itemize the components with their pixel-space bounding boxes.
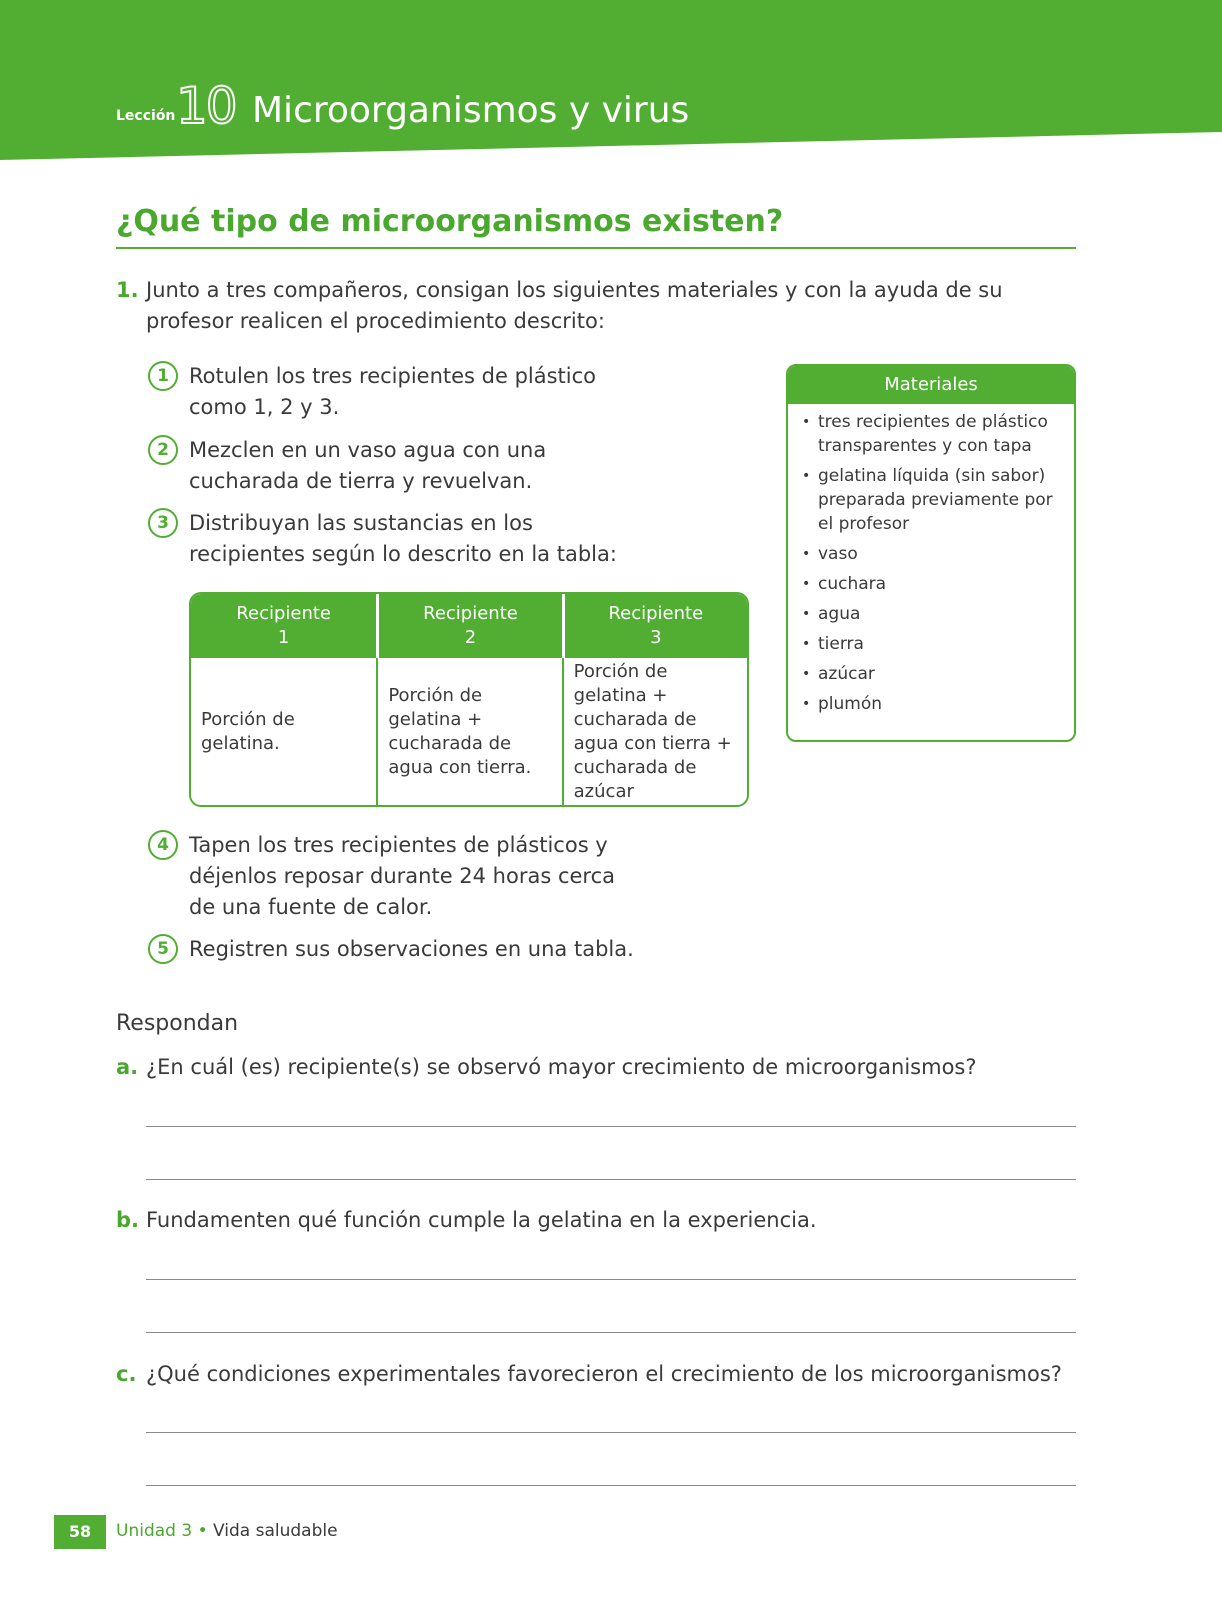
answer-label-a: a. xyxy=(116,1055,139,1079)
table-cell-1: Porción de gelatina. xyxy=(201,708,295,754)
step-text-2: Mezclen en un vaso agua con una cucharada de tierra y revuelvan. xyxy=(189,438,547,493)
table-header-2: Recipiente 2 xyxy=(376,594,561,658)
table-header-3: Recipiente 3 xyxy=(562,594,747,658)
materials-box xyxy=(786,364,1076,742)
step-number-2: 2 xyxy=(148,435,178,465)
respond-heading: Respondan xyxy=(116,1011,239,1036)
answer-label-b: b. xyxy=(116,1208,140,1232)
materials-item: • tres recipientes de plástico transparentes y con tapa xyxy=(802,410,1066,458)
materials-title: Materiales xyxy=(788,366,1074,404)
answer-line[interactable] xyxy=(146,1332,1076,1333)
step-text-4: Tapen los tres recipientes de plásticos y déjenlos reposar durante 24 horas cerca de una fuente de calor. xyxy=(189,833,616,919)
step-text-5: Registren sus observaciones en una tabla. xyxy=(189,937,634,961)
step-number-1: 1 xyxy=(148,361,178,391)
footer-separator: • xyxy=(192,1521,214,1541)
question-text: Junto a tres compañeros, consigan los siguientes materiales y con la ayuda de su profesor realicen el procedimiento descrito: xyxy=(146,278,1003,333)
materials-item: • cuchara xyxy=(802,572,1066,596)
footer-unit-label: Unidad 3 xyxy=(116,1521,193,1541)
section-title: ¿Qué tipo de microorganismos existen? xyxy=(116,204,784,239)
answer-question-b: Fundamenten qué función cumple la gelatina en la experiencia. xyxy=(146,1208,817,1232)
answer-line[interactable] xyxy=(146,1126,1076,1127)
table-cell-3: Porción de gelatina + cucharada de agua con tierra + cucharada de azúcar xyxy=(562,658,747,805)
materials-item: • gelatina líquida (sin sabor) preparada previamente por el profesor xyxy=(802,464,1066,536)
answer-label-c: c. xyxy=(116,1362,137,1386)
answer-line[interactable] xyxy=(146,1279,1076,1280)
step-text-3: Distribuyan las sustancias en los recipientes según lo descrito en la tabla: xyxy=(189,511,617,566)
materials-item: • vaso xyxy=(802,542,1066,566)
lesson-number: 10 xyxy=(176,77,236,135)
table-header-1: Recipiente 1 xyxy=(191,594,376,658)
answer-line[interactable] xyxy=(146,1179,1076,1180)
step-number-5: 5 xyxy=(148,934,178,964)
step-text-1: Rotulen los tres recipientes de plástico como 1, 2 y 3. xyxy=(189,364,597,419)
answer-question-c: ¿Qué condiciones experimentales favorecieron el crecimiento de los microorganismos? xyxy=(146,1362,1062,1386)
lesson-label: Lección xyxy=(116,108,176,124)
recipient-table xyxy=(189,592,749,807)
materials-item: • plumón xyxy=(802,692,1066,716)
page-number: 58 xyxy=(54,1515,106,1549)
answer-line[interactable] xyxy=(146,1485,1076,1486)
materials-item: • azúcar xyxy=(802,662,1066,686)
materials-item: • agua xyxy=(802,602,1066,626)
materials-item: • tierra xyxy=(802,632,1066,656)
answer-question-a: ¿En cuál (es) recipiente(s) se observó mayor crecimiento de microorganismos? xyxy=(146,1055,977,1079)
question-number: 1. xyxy=(116,278,139,302)
lesson-title: Microorganismos y virus xyxy=(252,90,690,131)
step-number-3: 3 xyxy=(148,508,178,538)
footer-unit xyxy=(116,1521,338,1541)
step-number-4: 4 xyxy=(148,830,178,860)
materials-list xyxy=(788,404,1074,716)
footer-unit-name: Vida saludable xyxy=(213,1521,338,1541)
section-divider xyxy=(116,247,1076,249)
answer-line[interactable] xyxy=(146,1432,1076,1433)
table-cell-2: Porción de gelatina + cucharada de agua con tierra. xyxy=(376,658,561,805)
